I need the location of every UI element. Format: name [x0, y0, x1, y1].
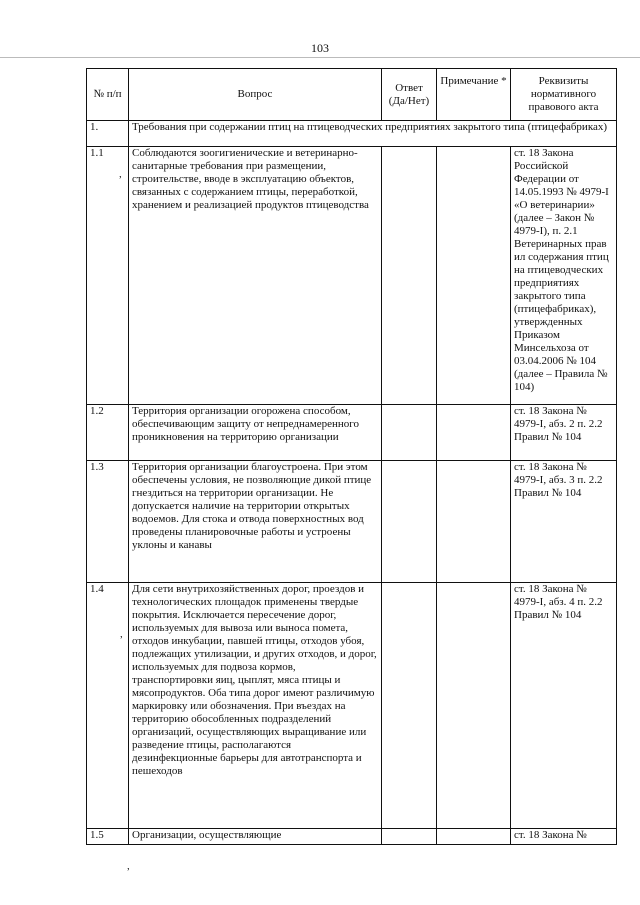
header-answer: Ответ (Да/Нет)	[382, 69, 437, 121]
table-row	[87, 583, 617, 829]
row-requisites: ст. 18 Закона №	[511, 829, 617, 845]
table-row	[87, 405, 617, 461]
row-question: Территория организации огорожена способом, обеспечивающим защиту от непреднамеренного проникновения на территорию организации	[129, 405, 382, 461]
margin-mark: ,	[127, 860, 130, 872]
row-answer[interactable]	[382, 147, 437, 405]
row-note[interactable]	[437, 147, 511, 405]
checklist-table	[86, 68, 617, 845]
header-num: № п/п	[87, 69, 129, 121]
table-header-row	[87, 69, 617, 121]
row-question: Для сети внутрихозяйственных дорог, проездов и технологических площадок применены твердые покрытия. Исключается пересечение дорог, используемых для вывоза или выноса помета, отходов инкубации, павшей птицы, отходов убоя, подлежащих утилизации, и других отходов, и дорог, используемых для подвоза кормов, транспортировки яиц, цыплят, мяса птицы и мясопродуктов. Оба типа дорог имеют различимую маркировку или обозначения. При въездах на территорию обособленных подразделений организаций, осуществляющих выращивание или разведение птицы, располагаются дезинфекционные барьеры для автотранспорта и пешеходов	[129, 583, 382, 829]
row-num: 1.5	[87, 829, 129, 845]
row-answer[interactable]	[382, 829, 437, 845]
row-num: 1.4	[87, 583, 129, 829]
row-note[interactable]	[437, 583, 511, 829]
row-question: Соблюдаются зоогигиенические и ветеринарно-санитарные требования при размещении, строительстве, вводе в эксплуатацию объектов, связанных с содержанием птицы, переработкой, хранением и реализацией продуктов птицеводства	[129, 147, 382, 405]
table-row	[87, 829, 617, 845]
row-question: Территория организации благоустроена. При этом обеспечены условия, не позволяющие дикой птице гнездиться на территории организации. Не допускается наличие на территории открытых водоемов. Для стока и отвода поверхностных вод проведены планировочные работы и устроены уклоны и канавы	[129, 461, 382, 583]
margin-mark: ,	[120, 628, 123, 640]
section-row	[87, 121, 617, 147]
row-num: 1.1	[87, 147, 129, 405]
row-num: 1.2	[87, 405, 129, 461]
row-note[interactable]	[437, 461, 511, 583]
header-requisites: Реквизиты нормативного правового акта	[511, 69, 617, 121]
margin-mark: ,	[119, 168, 122, 180]
header-note: Примечание *	[437, 69, 511, 121]
row-requisites: ст. 18 Закона № 4979-I, абз. 3 п. 2.2 Правил № 104	[511, 461, 617, 583]
row-question: Организации, осуществляющие	[129, 829, 382, 845]
page-number: 103	[311, 41, 329, 55]
section-title: Требования при содержании птиц на птицеводческих предприятиях закрытого типа (птицефабриках)	[129, 121, 617, 147]
row-answer[interactable]	[382, 461, 437, 583]
section-num: 1.	[87, 121, 129, 147]
row-answer[interactable]	[382, 583, 437, 829]
table-row	[87, 461, 617, 583]
row-requisites: ст. 18 Закона Российской Федерации от 14.05.1993 № 4979-I «О ветеринарии» (далее – Закон № 4979-I), п. 2.1 Ветеринарных прав ил содержания птиц на птицеводческих предприятиях закрытого типа (птицефабриках), утвержденных Приказом Минсельхоза от 03.04.2006 № 104 (далее – Правила № 104)	[511, 147, 617, 405]
row-requisites: ст. 18 Закона № 4979-I, абз. 2 п. 2.2 Правил № 104	[511, 405, 617, 461]
row-answer[interactable]	[382, 405, 437, 461]
row-num: 1.3	[87, 461, 129, 583]
header-rule	[0, 57, 640, 58]
table-row	[87, 147, 617, 405]
header-question: Вопрос	[129, 69, 382, 121]
row-note[interactable]	[437, 405, 511, 461]
row-note[interactable]	[437, 829, 511, 845]
row-requisites: ст. 18 Закона № 4979-I, абз. 4 п. 2.2 Правил № 104	[511, 583, 617, 829]
